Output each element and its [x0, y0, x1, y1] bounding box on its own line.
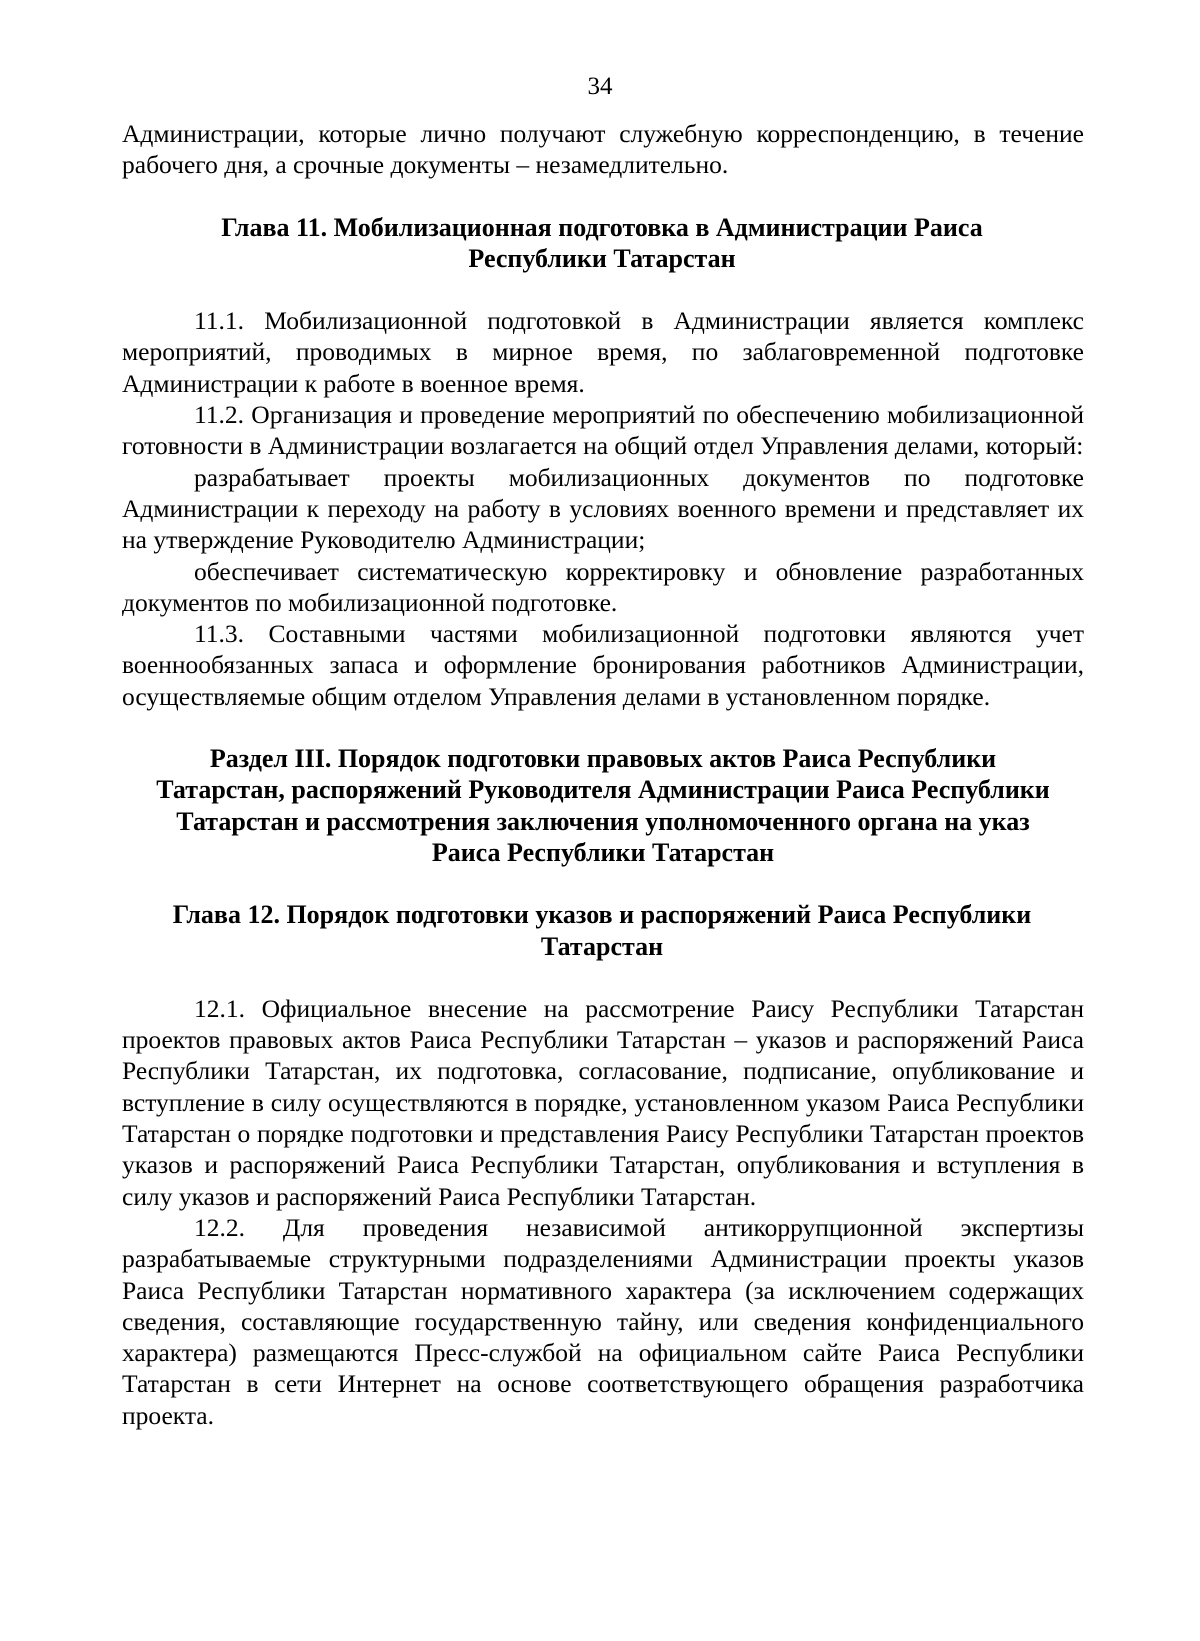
paragraph-11-2: 11.2. Организация и проведение мероприятий по обеспечению мобилизационной готовности в Администрации возлагается на общий отдел Управления делами, который: [122, 400, 1084, 461]
document-body [122, 118, 1084, 1431]
paragraph-12-2: 12.2. Для проведения независимой антикоррупционной экспертизы разрабатываемые структурными подразделениями Администрации проекты указов Раиса Республики Татарстан нормативного характера (за исключением содержащих сведения, составляющие государственную тайну, или сведения конфиденциального характера) размещаются Пресс-службой на официальном сайте Раиса Республики Татарстан в сети Интернет на основе соответствующего обращения разработчика проекта. [122, 1212, 1084, 1430]
paragraph-11-3: 11.3. Составными частями мобилизационной подготовки являются учет военнообязанных запаса и оформление бронирования работников Администрации, осуществляемые общим отделом Управления делами в установленном порядке. [122, 619, 1084, 711]
chapter-11-heading: Глава 11. Мобилизационная подготовка в Администрации Раиса Республики Татарстан [221, 212, 983, 273]
chapter-12-heading: Глава 12. Порядок подготовки указов и распоряжений Раиса Республики Татарстан [172, 900, 1032, 961]
paragraph-11-2-item-2: обеспечивает систематическую корректировку и обновление разработанных документов по мобилизационной подготовке. [122, 556, 1084, 617]
paragraph-12-1: 12.1. Официальное внесение на рассмотрение Раису Республики Татарстан проектов правовых актов Раиса Республики Татарстан – указов и распоряжений Раиса Республики Татарстан, их подготовка, согласование, подписание, опубликование и вступление в силу осуществляются в порядке, установленном указом Раиса Республики Татарстан о порядке подготовки и представления Раису Республики Татарстан проектов указов и распоряжений Раиса Республики Татарстан, опубликования и вступления в силу указов и распоряжений Раиса Республики Татарстан. [122, 993, 1084, 1211]
paragraph-continuation: Администрации, которые лично получают служебную корреспонденцию, в течение рабочего дня, а срочные документы – незамедлительно. [122, 119, 1084, 180]
paragraph-11-1: 11.1. Мобилизационной подготовкой в Администрации является комплекс мероприятий, проводимых в мирное время, по заблаговременной подготовке Администрации к работе в военное время. [122, 306, 1084, 398]
section-3-heading: Раздел III. Порядок подготовки правовых актов Раиса Республики Татарстан, распоряжений Руководителя Администрации Раиса Республики Татарстан и рассмотрения заключения уполномоченного органа на указ Раиса Республики Татарстан [156, 744, 1050, 867]
paragraph-11-2-item-1: разрабатывает проекты мобилизационных документов по подготовке Администрации к переходу на работу в условиях военного времени и представляет их на утверждение Руководителю Администрации; [122, 462, 1084, 555]
page-number: 34 [587, 73, 613, 100]
